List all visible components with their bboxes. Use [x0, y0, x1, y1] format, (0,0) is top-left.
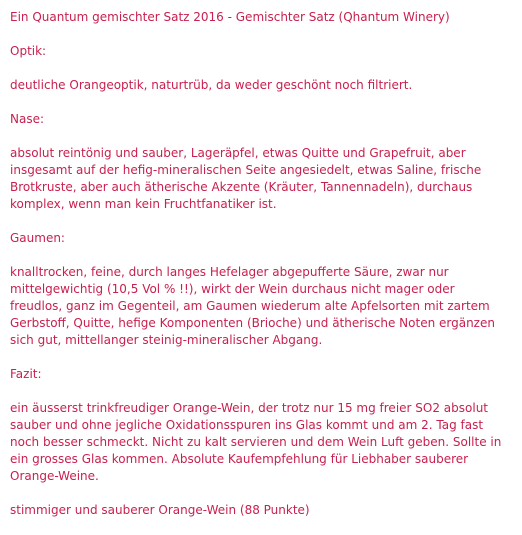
section-text-nase: absolut reintönig und sauber, Lageräpfel, etwas Quitte und Grapefruit, aber insgesamt auf der hefig-mineralischen Seite angesiedelt, etwas Saline, frische Brotkruste, aber auch ätherische Akzente (Kräuter, Tannennadeln), durchaus komplex, wenn man kein Fruchtfanatiker ist.	[10, 146, 482, 211]
summary-rating: stimmiger und sauberer Orange-Wein (88 Punkte)	[10, 503, 310, 517]
wine-title: Ein Quantum gemischter Satz 2016 - Gemischter Satz (Qhantum Winery)	[10, 10, 450, 24]
section-text-gaumen: knalltrocken, feine, durch langes Hefelager abgepufferte Säure, zwar nur mittelgewichtig (10,5 Vol % !!), wirkt der Wein durchaus nicht mager oder freudlos, ganz im Gegenteil, am Gaumen wiederum alte Apfelsorten mit zartem Gerbstoff, Quitte, hefige Komponenten (Brioche) und ätherische Noten ergänzen sich gut, mittellanger steinig-mineralischer Abgang.	[10, 265, 495, 347]
section-heading-nase: Nase:	[10, 112, 45, 126]
section-heading-gaumen: Gaumen:	[10, 231, 65, 245]
section-text-optik: deutliche Orangeoptik, naturtrüb, da weder geschönt noch filtriert.	[10, 78, 413, 92]
section-text-fazit: ein äusserst trinkfreudiger Orange-Wein, der trotz nur 15 mg freier SO2 absolut sauber und ohne jegliche Oxidationsspuren ins Glas kommt und am 2. Tag fast noch besser schmeckt. Nicht zu kalt servieren und dem Wein Luft geben. Sollte in ein grosses Glas kommen. Absolute Kaufempfehlung für Liebhaber sauberer Orange-Weine.	[10, 401, 502, 483]
section-heading-optik: Optik:	[10, 44, 47, 58]
section-heading-fazit: Fazit:	[10, 367, 42, 381]
